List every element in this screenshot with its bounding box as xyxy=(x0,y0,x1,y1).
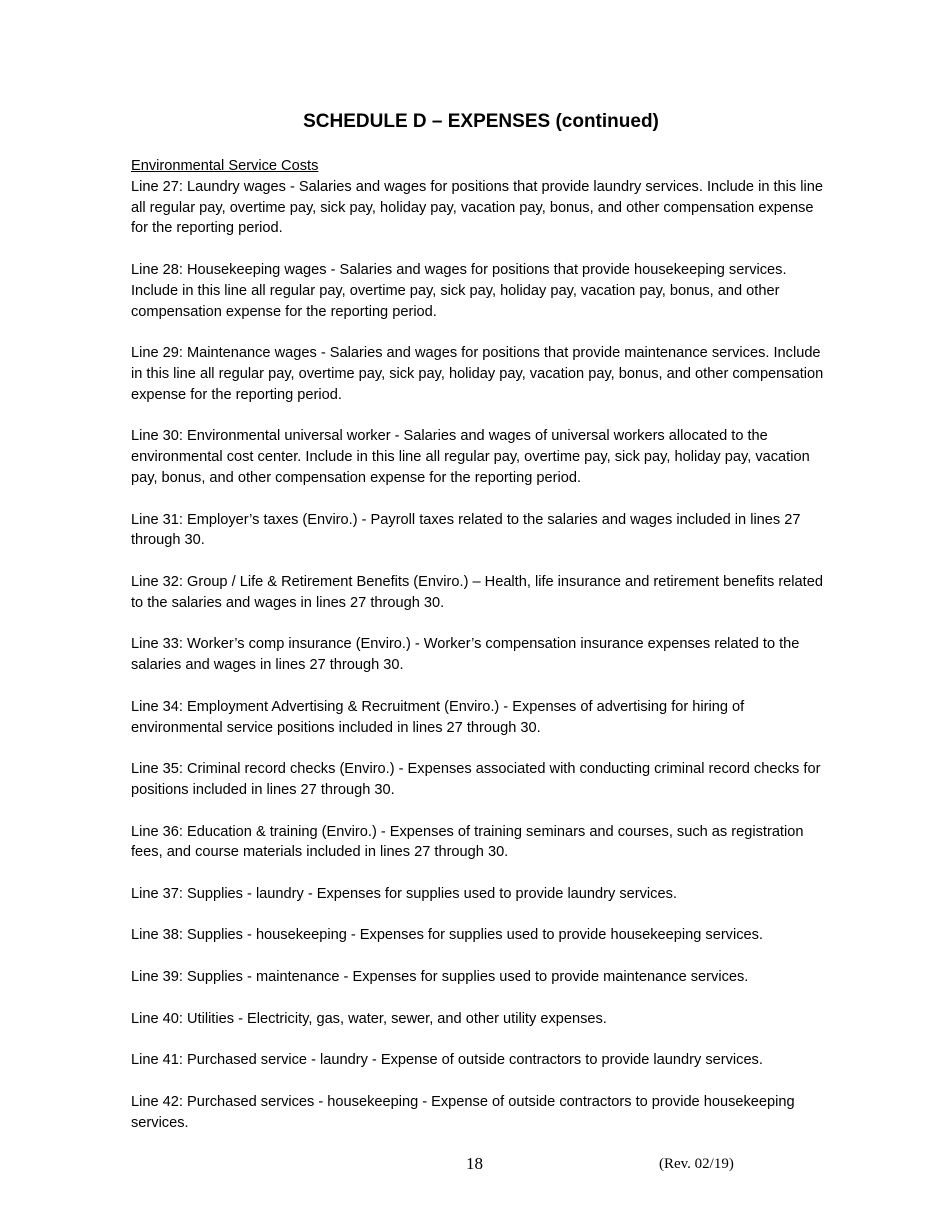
line-41-paragraph: Line 41: Purchased service - laundry - Expense of outside contractors to provide laundry services. xyxy=(131,1052,763,1069)
line-34-paragraph: Line 34: Employment Advertising & Recruitment (Enviro.) - Expenses of advertising for hiring of environmental service positions included in lines 27 through 30. xyxy=(131,698,745,736)
line-30-paragraph: Line 30: Environmental universal worker - Salaries and wages of universal workers allocated to the environmental cost center. Include in this line all regular pay, overtime pay, sick pay, holiday pay, vacation pay, bonus, and other compensation expense for the reporting period. xyxy=(131,428,810,486)
line-27-paragraph: Line 27: Laundry wages - Salaries and wages for positions that provide laundry services. Include in this line all regular pay, overtime pay, sick pay, holiday pay, vacation pay, bonus, and other compensation expense for the reporting period. xyxy=(131,178,823,237)
line-38-paragraph: Line 38: Supplies - housekeeping - Expenses for supplies used to provide housekeeping services. xyxy=(131,927,763,944)
page-title: SCHEDULE D – EXPENSES (continued) xyxy=(303,111,659,132)
line-39-paragraph: Line 39: Supplies - maintenance - Expenses for supplies used to provide maintenance services. xyxy=(131,969,749,986)
line-37-paragraph: Line 37: Supplies - laundry - Expenses for supplies used to provide laundry services. xyxy=(131,885,677,902)
revision-label: (Rev. 02/19) xyxy=(659,1156,734,1172)
line-40-paragraph: Line 40: Utilities - Electricity, gas, water, sewer, and other utility expenses. xyxy=(131,1010,607,1027)
line-31-paragraph: Line 31: Employer’s taxes (Enviro.) - Payroll taxes related to the salaries and wages included in lines 27 through 30. xyxy=(131,511,801,549)
line-36-paragraph: Line 36: Education & training (Enviro.) - Expenses of training seminars and courses, such as registration fees, and course materials included in lines 27 through 30. xyxy=(131,823,804,861)
section-heading: Environmental Service Costs xyxy=(131,158,319,174)
line-35-paragraph: Line 35: Criminal record checks (Enviro.) - Expenses associated with conducting criminal record checks for positions included in lines 27 through 30. xyxy=(131,761,821,798)
document-body xyxy=(131,156,831,1154)
page-number: 18 xyxy=(466,1154,483,1173)
line-32-paragraph: Line 32: Group / Life & Retirement Benefits (Enviro.) – Health, life insurance and retirement benefits related to the salaries and wages in lines 27 through 30. xyxy=(131,573,823,611)
line-33-paragraph: Line 33: Worker’s comp insurance (Enviro.) - Worker’s compensation insurance expenses related to the salaries and wages in lines 27 through 30. xyxy=(131,636,800,674)
line-29-paragraph: Line 29: Maintenance wages - Salaries and wages for positions that provide maintenance services. Include in this line all regular pay, overtime pay, sick pay, holiday pay, vacation pay, bonus, and other compensation expense for the reporting period. xyxy=(131,345,824,403)
line-28-paragraph: Line 28: Housekeeping wages - Salaries and wages for positions that provide housekeeping services. Include in this line all regular pay, overtime pay, sick pay, holiday pay, vacation pay, bonus, and other compensation expense for the reporting period. xyxy=(131,261,787,320)
line-42-paragraph: Line 42: Purchased services - housekeeping - Expense of outside contractors to provide housekeeping services. xyxy=(131,1093,795,1131)
